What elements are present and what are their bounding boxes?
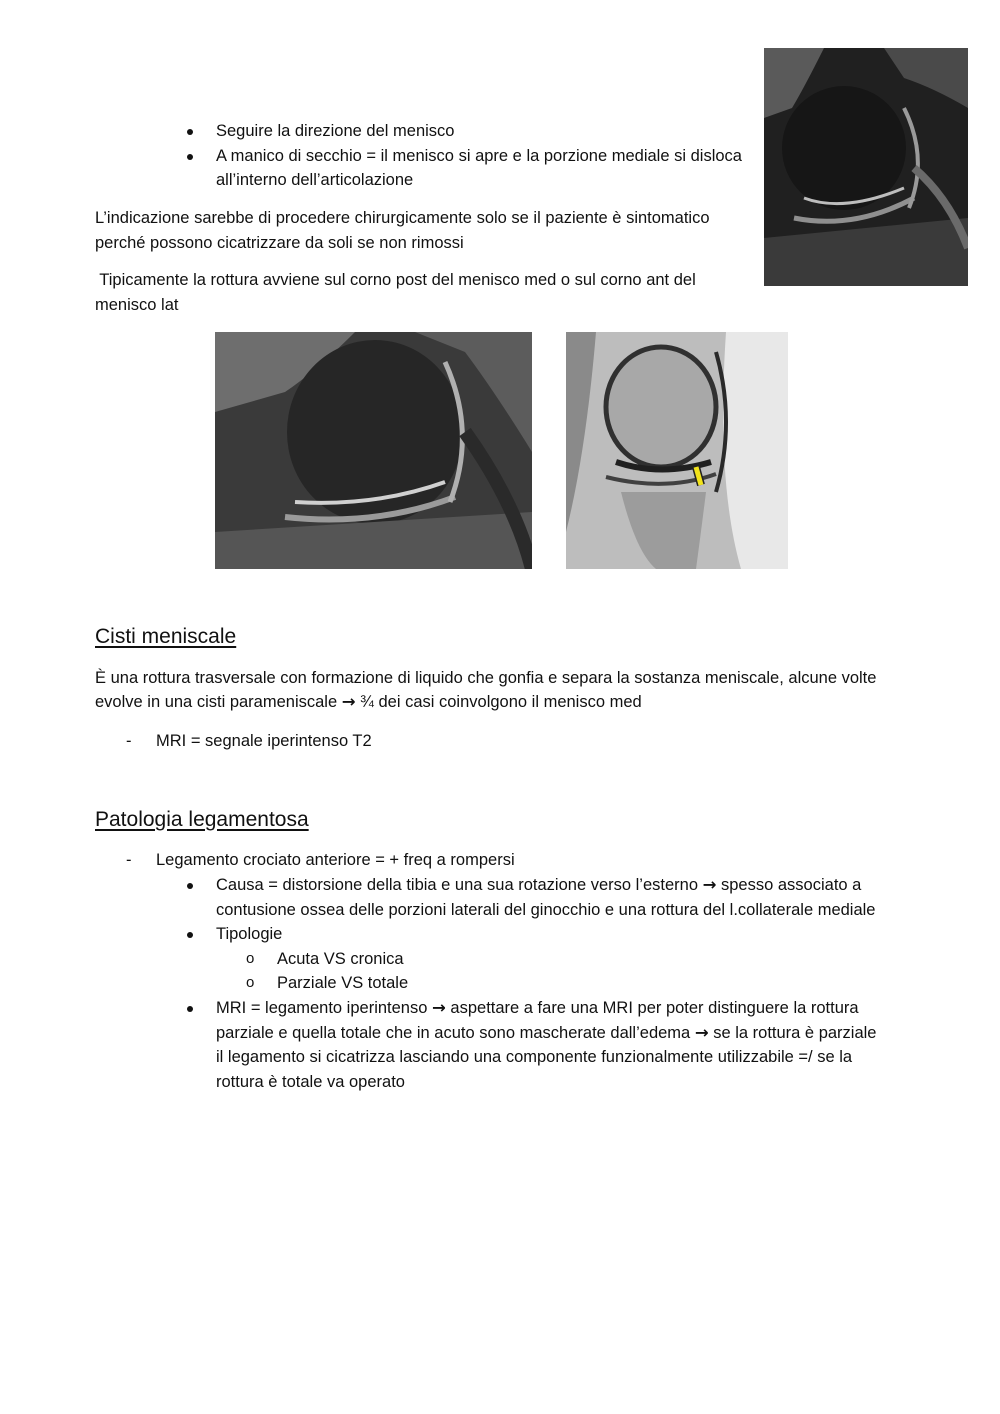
dash-bullet-icon: - bbox=[126, 851, 132, 869]
bullet-text: Tipologie bbox=[216, 925, 283, 943]
section-heading-patologia: Patologia legamentosa bbox=[95, 808, 309, 831]
mri-knee-sagittal-1 bbox=[764, 48, 968, 286]
mri-knee-sagittal-2 bbox=[215, 332, 532, 569]
text-span: Causa = distorsione della tibia e una sua rotazione verso l’esterno bbox=[216, 876, 703, 894]
section-heading-cisti: Cisti meniscale bbox=[95, 625, 237, 648]
arrow-right-icon: → bbox=[341, 692, 356, 711]
dash-item-text: MRI = segnale iperintenso T2 bbox=[156, 732, 372, 750]
bullet-text bbox=[216, 996, 859, 1021]
mri-image-top-right bbox=[764, 48, 968, 286]
paragraph-line: perché possono cicatrizzare da soli se non rimossi bbox=[95, 234, 464, 252]
mri-image-middle-left bbox=[215, 332, 532, 569]
text-span: evolve in una cisti parameniscale bbox=[95, 693, 342, 711]
bullet-text-continued: all’interno dell’articolazione bbox=[216, 171, 414, 189]
bullet-text-continued: rottura è totale va operato bbox=[216, 1073, 405, 1091]
arrow-right-icon: → bbox=[694, 1023, 709, 1042]
paragraph-line: È una rottura trasversale con formazione di liquido che gonfia e separa la sostanza meniscale, alcune volte bbox=[95, 669, 877, 687]
bullet-text bbox=[216, 873, 861, 898]
bullet-text: Seguire la direzione del menisco bbox=[216, 122, 455, 140]
bullet-icon bbox=[187, 1006, 193, 1012]
bullet-text-continued: il legamento si cicatrizza lasciando una componente funzionalmente utilizzabile =/ se la bbox=[216, 1048, 853, 1066]
sub-bullet-text: Acuta VS cronica bbox=[277, 950, 404, 968]
arrow-right-icon: → bbox=[432, 998, 446, 1017]
mri-knee-sagittal-3 bbox=[566, 332, 788, 569]
paragraph-line: Tipicamente la rottura avviene sul corno post del menisco med o sul corno ant del bbox=[95, 271, 696, 289]
paragraph-line: L’indicazione sarebbe di procedere chirurgicamente solo se il paziente è sintomatico bbox=[95, 209, 710, 227]
text-span: MRI = legamento iperintenso bbox=[216, 999, 432, 1017]
bullet-icon bbox=[187, 154, 193, 160]
bullet-text-continued: contusione ossea delle porzioni laterali del ginocchio e una rottura del l.collaterale mediale bbox=[216, 901, 876, 919]
bullet-text-continued bbox=[216, 1021, 876, 1046]
mri-image-middle-right bbox=[566, 332, 788, 569]
dash-bullet-icon: - bbox=[126, 732, 132, 750]
bullet-icon bbox=[187, 129, 193, 135]
bullet-text: A manico di secchio = il menisco si apre e la porzione mediale si disloca bbox=[216, 147, 742, 165]
paragraph-line: menisco lat bbox=[95, 296, 179, 314]
text-span: se la rottura è parziale bbox=[708, 1024, 877, 1042]
text-span: spesso associato a bbox=[716, 876, 862, 894]
bullet-icon bbox=[187, 883, 193, 889]
text-span: ¾ dei casi coinvolgono il menisco med bbox=[355, 693, 642, 711]
sub-bullet-text: Parziale VS totale bbox=[277, 974, 409, 992]
text-span: parziale e quella totale che in acuto sono mascherate dall’edema bbox=[216, 1024, 695, 1042]
text-span: aspettare a fare una MRI per poter distinguere la rottura bbox=[445, 999, 859, 1017]
circle-bullet-icon: o bbox=[246, 950, 255, 967]
paragraph-line bbox=[95, 690, 642, 715]
dash-item-text: Legamento crociato anteriore = + freq a rompersi bbox=[156, 851, 515, 869]
circle-bullet-icon: o bbox=[246, 974, 255, 991]
arrow-right-icon: → bbox=[702, 875, 717, 894]
bullet-icon bbox=[187, 932, 193, 938]
